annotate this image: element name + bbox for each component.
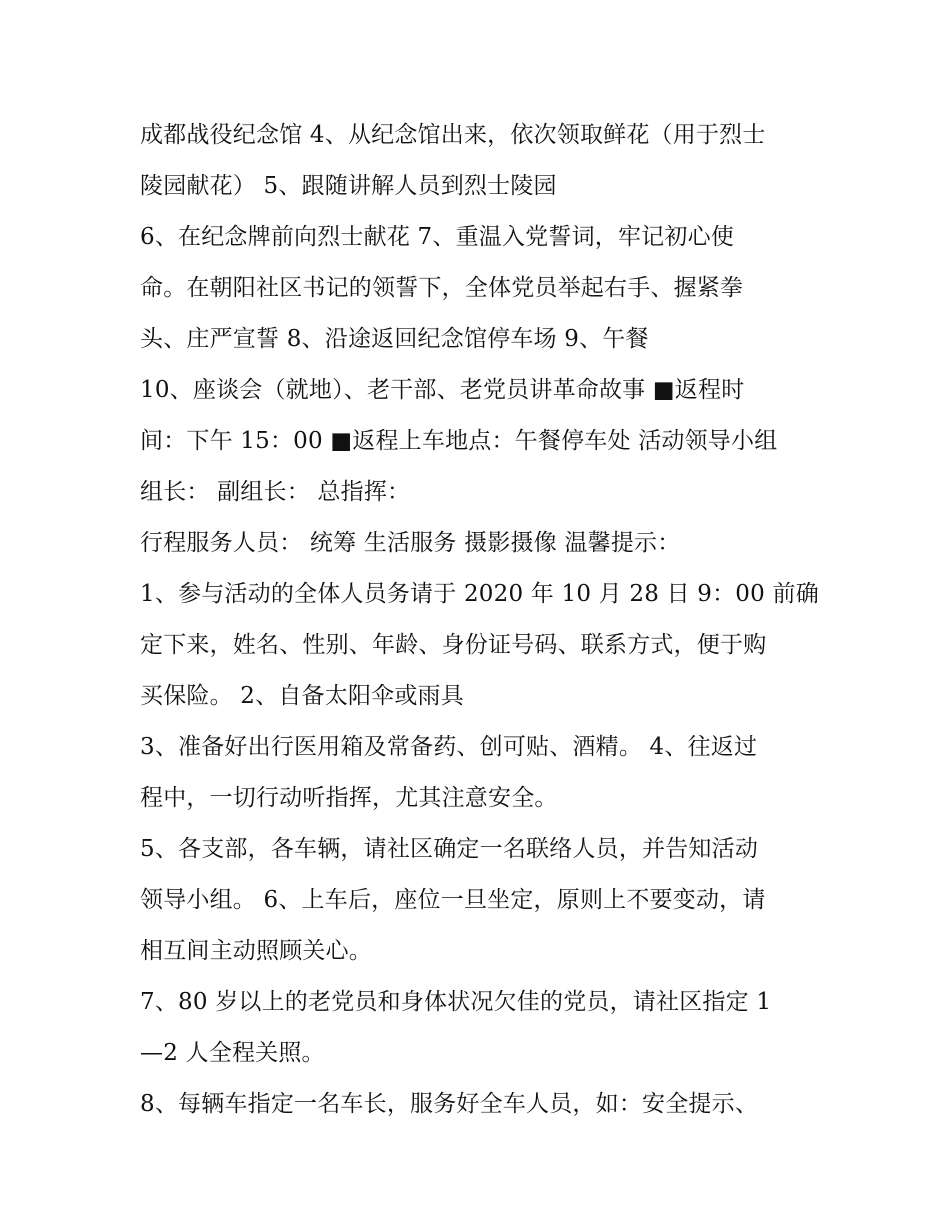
text-line-4: 命。在朝阳社区书记的领誓下，全体党员举起右手、握紧拳 [140,275,744,301]
document-body [140,110,830,1130]
text-line-7: 间：下午 15：00 ■返程上车地点：午餐停车处 活动领导小组 [140,428,778,454]
text-line-9: 行程服务人员： 统筹 生活服务 摄影摄像 温馨提示： [140,530,681,556]
text-line-10: 1、参与活动的全体人员务请于 2020 年 10 月 28 日 9：00 前确 [140,581,819,607]
text-line-2: 陵园献花） 5、跟随讲解人员到烈士陵园 [140,173,557,199]
text-line-15: 5、各支部，各车辆，请社区确定一名联络人员，并告知活动 [140,836,759,862]
text-line-17: 相互间主动照顾关心。 [140,938,372,964]
text-line-14: 程中，一切行动听指挥，尤其注意安全。 [140,785,558,811]
text-line-8: 组长： 副组长： 总指挥： [140,479,411,505]
text-line-13: 3、准备好出行医用箱及常备药、创可贴、酒精。 4、往返过 [140,734,758,760]
text-line-16: 领导小组。 6、上车后，座位一旦坐定，原则上不要变动，请 [140,887,766,913]
text-line-3: 6、在纪念牌前向烈士献花 7、重温入党誓词，牢记初心使 [140,224,734,250]
text-line-6: 10、座谈会（就地）、老干部、老党员讲革命故事 ■返程时 [140,377,745,403]
text-line-18: 7、80 岁以上的老党员和身体状况欠佳的党员，请社区指定 1 [140,989,772,1015]
text-line-19: —2 人全程关照。 [140,1040,325,1066]
text-line-5: 头、庄严宣誓 8、沿途返回纪念馆停车场 9、午餐 [140,326,649,352]
text-line-1: 成都战役纪念馆 4、从纪念馆出来，依次领取鲜花（用于烈士 [140,122,766,148]
text-line-20: 8、每辆车指定一名车长，服务好全车人员，如：安全提示、 [140,1091,759,1117]
text-line-12: 买保险。 2、自备太阳伞或雨具 [140,683,464,709]
text-line-11: 定下来，姓名、性别、年龄、身份证号码、联系方式，便于购 [140,632,767,658]
